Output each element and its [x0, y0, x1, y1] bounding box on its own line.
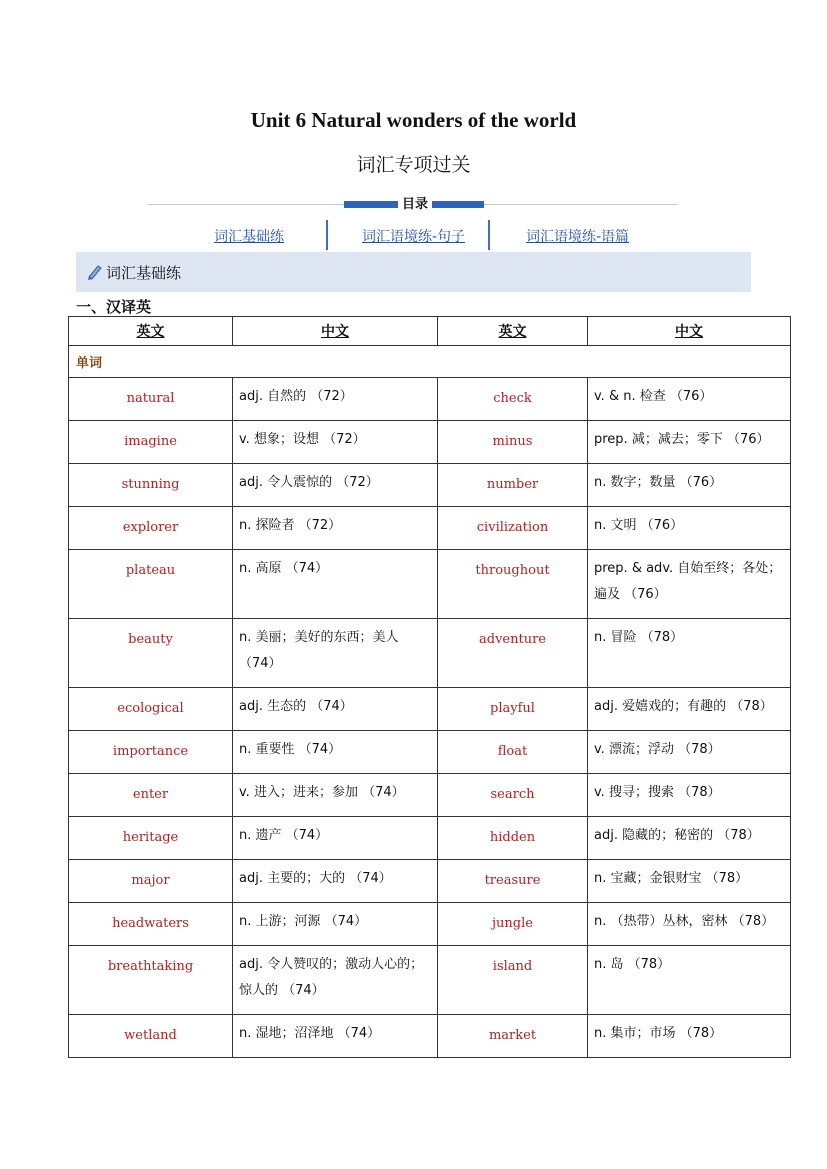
chinese-meaning: n. 数字；数量 （76）: [594, 475, 723, 490]
chinese-meaning-cell: [233, 550, 438, 619]
english-word-cell: [69, 378, 233, 421]
english-word: island: [492, 959, 533, 974]
chinese-meaning: n. 高原 （74）: [239, 561, 329, 576]
english-word: search: [490, 787, 535, 802]
header-chinese: 中文: [233, 317, 438, 346]
english-word: number: [486, 477, 539, 492]
table-row: [69, 860, 791, 903]
chinese-meaning: n. 美丽；美好的东西；美人 （74）: [239, 630, 399, 671]
chinese-meaning: v. 搜寻；搜索 （78）: [594, 785, 721, 800]
english-word: natural: [126, 391, 175, 406]
chinese-meaning: adj. 令人赞叹的；激动人心的；惊人的 （74）: [239, 957, 424, 998]
chinese-meaning: adj. 生态的 （74）: [239, 699, 353, 714]
english-word-cell: [438, 860, 588, 903]
english-word-cell: [438, 1015, 588, 1058]
chinese-meaning-cell: [233, 903, 438, 946]
english-word-cell: [438, 550, 588, 619]
english-word: check: [493, 391, 532, 406]
english-word: stunning: [121, 477, 180, 492]
chinese-meaning-cell: [588, 946, 791, 1015]
table-row: [69, 688, 791, 731]
table-header-row: [69, 317, 791, 346]
table-row: [69, 550, 791, 619]
english-word-cell: [438, 946, 588, 1015]
table-row: [69, 507, 791, 550]
header-english: 英文: [438, 317, 588, 346]
chinese-meaning-cell: [588, 817, 791, 860]
english-word: major: [131, 873, 170, 888]
english-word: playful: [490, 701, 535, 716]
chinese-meaning-cell: [588, 860, 791, 903]
english-word: wetland: [124, 1028, 177, 1043]
chinese-meaning-cell: [233, 378, 438, 421]
chinese-meaning-cell: [588, 774, 791, 817]
english-word: breathtaking: [107, 959, 194, 974]
table-row: [69, 421, 791, 464]
document-subtitle: 词汇专项过关: [356, 154, 471, 176]
english-word: treasure: [484, 873, 541, 888]
english-word: explorer: [122, 520, 179, 535]
english-word-cell: [438, 688, 588, 731]
english-word-cell: [438, 464, 588, 507]
chinese-meaning-cell: [233, 464, 438, 507]
table-row: [69, 946, 791, 1015]
table-row: [69, 903, 791, 946]
english-word: jungle: [492, 916, 533, 931]
chinese-meaning: v. 漂流；浮动 （78）: [594, 742, 721, 757]
english-word-cell: [438, 774, 588, 817]
chinese-meaning-cell: [588, 619, 791, 688]
chinese-meaning: n. （热带）丛林，密林 （78）: [594, 914, 775, 929]
english-word: minus: [492, 434, 533, 449]
chinese-meaning: v. & n. 检查 （76）: [594, 389, 713, 404]
english-word: throughout: [475, 563, 550, 578]
vocabulary-table: [68, 316, 791, 1058]
chinese-meaning-cell: [233, 817, 438, 860]
chinese-meaning-cell: [233, 946, 438, 1015]
english-word: importance: [112, 744, 189, 759]
chinese-meaning: n. 上游；河源 （74）: [239, 914, 368, 929]
chinese-meaning-cell: [233, 1015, 438, 1058]
english-word-cell: [69, 1015, 233, 1058]
english-word-cell: [69, 688, 233, 731]
table-row: [69, 774, 791, 817]
section-banner: [76, 252, 751, 292]
section-heading: 词汇基础练: [106, 264, 182, 282]
group-label: 单词: [69, 346, 791, 378]
toc-label: 目录: [398, 193, 432, 212]
english-word: adventure: [479, 632, 546, 647]
table-row: [69, 464, 791, 507]
pencil-icon: [86, 263, 104, 281]
chinese-meaning: adj. 令人震惊的 （72）: [239, 475, 379, 490]
english-word-cell: [438, 507, 588, 550]
chinese-meaning: n. 冒险 （78）: [594, 630, 684, 645]
table-row: [69, 817, 791, 860]
chinese-meaning: adj. 隐藏的；秘密的 （78）: [594, 828, 760, 843]
english-word: enter: [132, 787, 169, 802]
chinese-meaning-cell: [233, 507, 438, 550]
english-word-cell: [69, 860, 233, 903]
chinese-meaning-cell: [588, 421, 791, 464]
english-word: headwaters: [112, 916, 189, 931]
english-word-cell: [69, 903, 233, 946]
document-title: Unit 6 Natural wonders of the world: [250, 108, 577, 132]
chinese-meaning-cell: [588, 550, 791, 619]
english-word-cell: [438, 731, 588, 774]
chinese-meaning: n. 探险者 （72）: [239, 518, 342, 533]
english-word-cell: [438, 619, 588, 688]
chinese-meaning: n. 重要性 （74）: [239, 742, 342, 757]
english-word: ecological: [117, 701, 184, 716]
chinese-meaning: v. 想象；设想 （72）: [239, 432, 366, 447]
english-word: plateau: [125, 563, 176, 578]
english-word: hidden: [489, 830, 536, 845]
english-word: heritage: [122, 830, 179, 845]
chinese-meaning-cell: [588, 378, 791, 421]
english-word-cell: [69, 507, 233, 550]
chinese-meaning: n. 集市；市场 （78）: [594, 1026, 723, 1041]
chinese-meaning-cell: [588, 464, 791, 507]
group-row: [69, 346, 791, 378]
table-row: [69, 378, 791, 421]
table-row: [69, 1015, 791, 1058]
chinese-meaning: n. 遗产 （74）: [239, 828, 329, 843]
header-chinese: 中文: [588, 317, 791, 346]
toc-link-basic[interactable]: 词汇基础练: [214, 229, 284, 245]
english-word-cell: [69, 464, 233, 507]
english-word-cell: [69, 550, 233, 619]
chinese-meaning: adj. 爱嬉戏的；有趣的 （78）: [594, 699, 773, 714]
toc-separator: [488, 220, 490, 250]
english-word-cell: [69, 817, 233, 860]
chinese-meaning-cell: [588, 1015, 791, 1058]
table-row: [69, 731, 791, 774]
english-word-cell: [69, 774, 233, 817]
english-word: beauty: [128, 632, 173, 647]
chinese-meaning-cell: [233, 688, 438, 731]
part-heading: 一、汉译英: [76, 298, 152, 316]
chinese-meaning: n. 宝藏；金银财宝 （78）: [594, 871, 749, 886]
chinese-meaning-cell: [233, 731, 438, 774]
toc-link-passage[interactable]: 词汇语境练-语篇: [526, 229, 630, 245]
chinese-meaning-cell: [588, 731, 791, 774]
english-word-cell: [69, 619, 233, 688]
header-english: 英文: [69, 317, 233, 346]
chinese-meaning: n. 岛 （78）: [594, 957, 671, 972]
chinese-meaning: prep. 减；减去；零下 （76）: [594, 432, 770, 447]
chinese-meaning-cell: [233, 421, 438, 464]
chinese-meaning-cell: [588, 507, 791, 550]
english-word: market: [488, 1028, 537, 1043]
chinese-meaning-cell: [588, 688, 791, 731]
english-word: float: [497, 744, 528, 759]
chinese-meaning-cell: [233, 860, 438, 903]
english-word-cell: [69, 421, 233, 464]
english-word-cell: [438, 903, 588, 946]
english-word-cell: [69, 946, 233, 1015]
toc-separator: [326, 220, 328, 250]
chinese-meaning-cell: [233, 619, 438, 688]
english-word-cell: [438, 378, 588, 421]
chinese-meaning: v. 进入；进来；参加 （74）: [239, 785, 405, 800]
chinese-meaning-cell: [588, 903, 791, 946]
english-word-cell: [69, 731, 233, 774]
chinese-meaning: n. 湿地；沼泽地 （74）: [239, 1026, 381, 1041]
english-word: imagine: [124, 434, 177, 449]
chinese-meaning: prep. & adv. 自始至终；各处；遍及 （76）: [594, 561, 782, 602]
english-word: civilization: [476, 520, 549, 535]
toc-link-sentences[interactable]: 词汇语境练-句子: [362, 229, 466, 245]
chinese-meaning: adj. 自然的 （72）: [239, 389, 353, 404]
chinese-meaning: n. 文明 （76）: [594, 518, 684, 533]
chinese-meaning-cell: [233, 774, 438, 817]
table-row: [69, 619, 791, 688]
english-word-cell: [438, 817, 588, 860]
english-word-cell: [438, 421, 588, 464]
chinese-meaning: adj. 主要的；大的 （74）: [239, 871, 392, 886]
